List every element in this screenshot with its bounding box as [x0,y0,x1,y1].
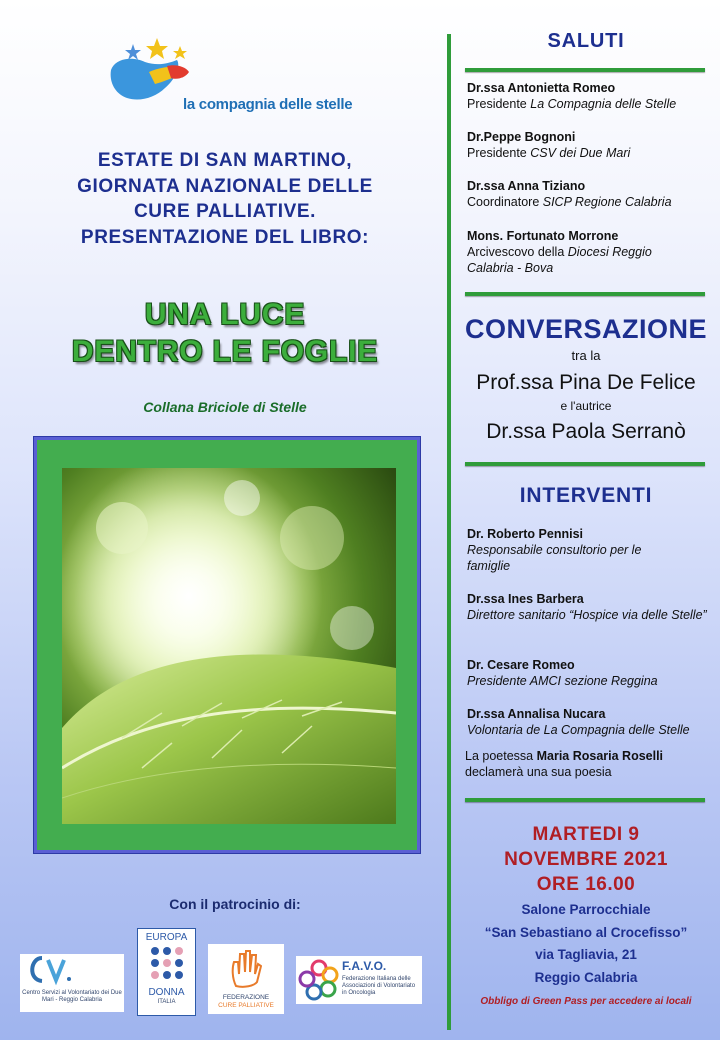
donna-word: DONNA [148,987,185,998]
speaker-name: Dr.ssa Antonietta Romeo [467,81,616,95]
speaker-role: Presidente AMCI sezione Reggina [467,674,658,688]
speaker-name: Dr. Cesare Romeo [467,658,575,672]
logo-text: la compagnia delle stelle [183,96,353,113]
csv-mark-icon [20,954,124,986]
speaker-role: Coordinatore SICP Regione Calabria [467,195,672,209]
europa-donna-figures-icon [147,945,187,983]
event-line: ESTATE DI SAN MARTINO, [97,150,353,171]
event-line: PRESENTAZIONE DEL LIBRO: [80,226,370,248]
favo-subtitle: Federazione Italiana delle Associazioni di Volontariato in Oncologia [342,976,416,996]
speaker-name: Dr.ssa Anna Tiziano [467,179,586,193]
interventi-title: INTERVENTI [519,484,653,507]
interventi-item [467,706,707,738]
speaker-name: Dr.Peppe Bognoni [467,130,576,144]
hand-icon [230,948,262,988]
event-line: CURE PALLIATIVE. [133,201,316,222]
interventi-item [467,526,667,574]
speaker-role: Direttore sanitario “Hospice via delle Stelle” [467,608,707,622]
speaker-role: Presidente La Compagnia delle Stelle [467,97,677,111]
speaker-name: Dr.ssa Annalisa Nucara [467,707,606,721]
saluti-title: SALUTI [547,30,625,52]
compagnia-stelle-logo [105,36,355,126]
poet-note: La poetessa Maria Rosaria Roselli declamerà una sua poesia [465,749,664,779]
csv-name: Centro Servizi al Volontariato dei Due Mari - Reggio Calabria [22,990,122,1003]
conv-e: e l'autrice [560,399,612,413]
conv-tra: tra la [571,348,601,363]
speaker-name: Mons. Fortunato Morrone [467,229,619,243]
italia-word: ITALIA [157,999,176,1005]
section-rule [465,462,705,466]
speaker-role: Arcivescovo della Diocesi Reggio Calabria - Bova [467,245,652,275]
event-line: GIORNATA NAZIONALE DELLE [77,175,373,197]
patrocinio-label: Con il patrocinio di: [169,896,301,912]
favo-flower-icon [298,959,340,1001]
cure-palliative-word: CURE PALLIATIVE [218,1002,274,1009]
hands-stars-icon [105,36,195,116]
saluti-item [467,80,707,112]
photo-frame [34,437,420,853]
leaf-photo [62,468,396,824]
speaker-role: Responsabile consultorio per le famiglie [467,543,642,573]
section-rule [465,68,705,72]
section-rule [465,798,705,802]
speaker-role: Presidente CSV dei Due Mari [467,146,631,160]
speaker-name: Dr. Roberto Pennisi [467,527,583,541]
section-rule [465,292,705,296]
europa-word: EUROPA [145,932,188,943]
event-title [20,148,430,250]
event-date: MARTEDI 9 NOVEMBRE 2021 ORE 16.00 [504,824,668,895]
speaker-role: Volontaria de La Compagnia delle Stelle [467,723,690,737]
speaker-name: Dr.ssa Ines Barbera [467,592,584,606]
poet-name: Maria Rosaria Roselli [536,749,664,763]
saluti-item [467,228,677,276]
europa-donna-logo [137,928,196,1016]
book-title-line: DENTRO LE FOGLIE [71,335,379,368]
book-title [20,296,430,370]
federazione-word: FEDERAZIONE [222,994,270,1001]
csv-logo [20,954,124,1012]
interventi-item [467,591,707,623]
event-venue: Salone Parrocchiale “San Sebastiano al Crocefisso” via Tagliavia, 21 Reggio Calabria [484,902,688,985]
green-pass-note: Obbligo di Green Pass per accedere ai locali [480,996,692,1007]
saluti-item [467,178,707,210]
favo-title: F.A.V.O. [342,959,387,973]
book-title-line: UNA LUCE [144,298,306,331]
saluti-item [467,129,707,161]
conv-person2: Dr.ssa Paola Serranò [486,420,686,443]
conversazione-title: CONVERSAZIONE [464,314,708,344]
federazione-cure-palliative-logo [208,944,284,1014]
book-series: Collana Briciole di Stelle [143,399,307,415]
column-divider [447,34,451,1030]
leaf-illustration [62,468,396,824]
favo-logo [296,956,422,1004]
conv-person1: Prof.ssa Pina De Felice [476,371,696,394]
interventi-item [467,657,707,689]
